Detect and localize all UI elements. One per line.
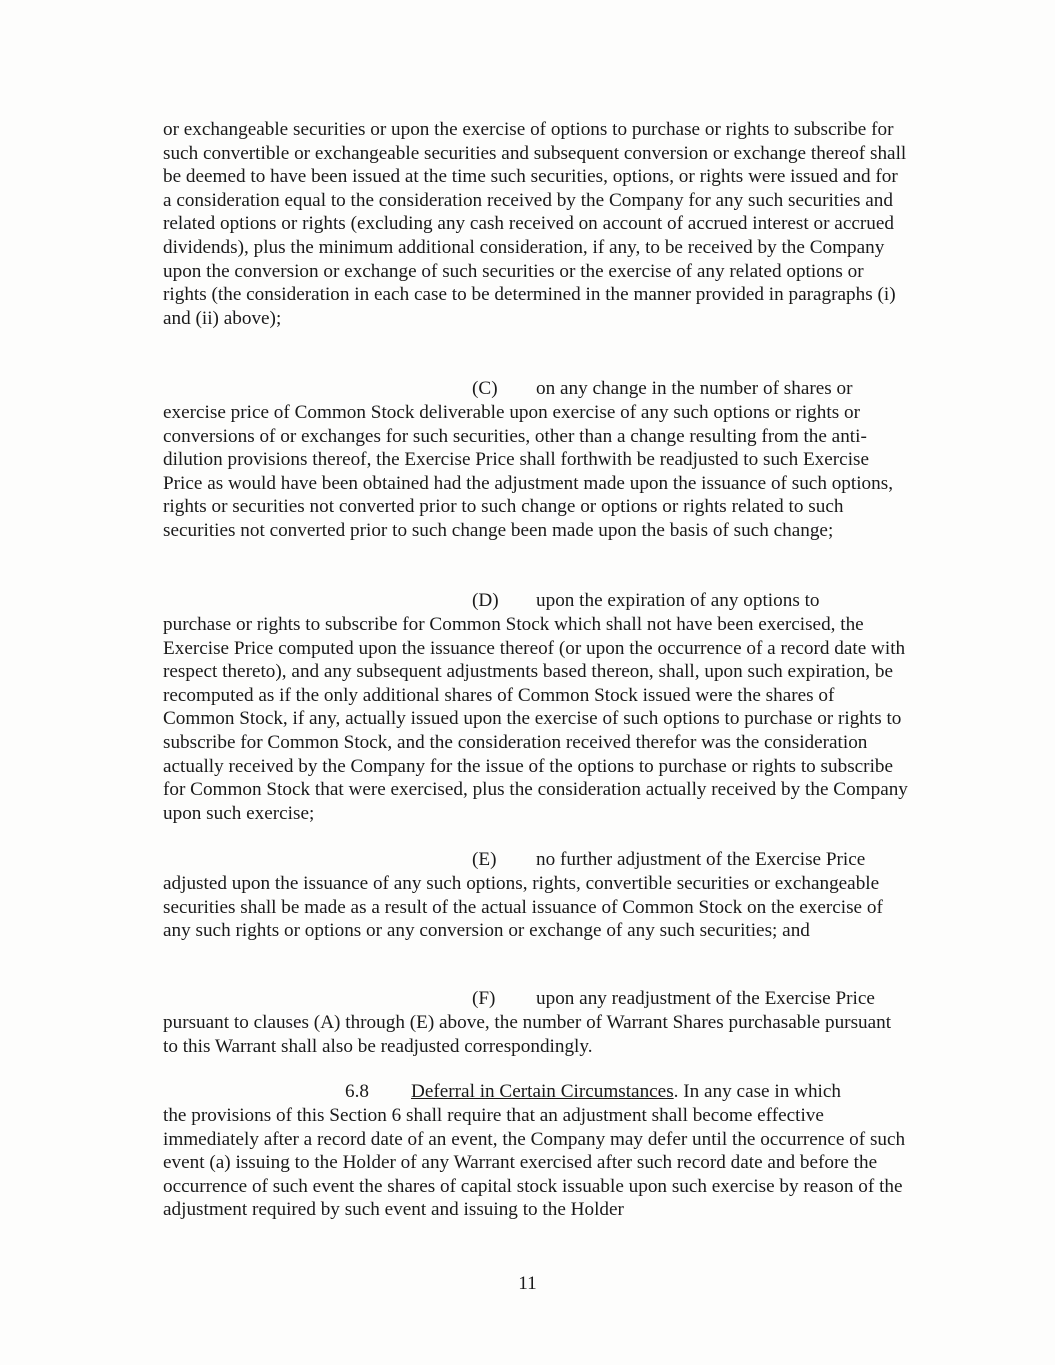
page-number: 11: [518, 1273, 537, 1294]
clause-c-body: exercise price of Common Stock deliverable upon exercise of any such options or rights or conversions of or exchanges for such securities, other than a change resulting from the anti-dilution provisions thereof, the Exercise Price shall forthwith be readjusted to such Exercise Price as would have been obtained had the adjustment made upon the issuance of such options, rights or securities not converted prior to such change or options or rights related to such securities not converted prior to such change been made upon the basis of such change;: [163, 402, 894, 541]
clause-d-lead: upon the expiration of any options to: [536, 590, 820, 611]
clause-c-heading: [472, 377, 853, 401]
clause-f-heading: [472, 987, 875, 1011]
clause-f-label: (F): [472, 988, 496, 1009]
clause-c-lead: on any change in the number of shares or: [536, 378, 853, 399]
clause-e-lead: no further adjustment of the Exercise Price: [536, 849, 866, 870]
clause-e-body: adjusted upon the issuance of any such options, rights, convertible securities or exchangeable securities shall be made as a result of the actual issuance of Common Stock on the exercise of any such rights or options or any conversion or exchange of any such securities; and: [163, 873, 883, 942]
section-lead: . In any case in which: [673, 1081, 841, 1102]
clause-c-label: (C): [472, 378, 498, 399]
clause-d-heading: [472, 589, 820, 613]
clause-d-body: purchase or rights to subscribe for Common Stock which shall not have been exercised, the Exercise Price computed upon the issuance thereof (or upon the occurrence of a record date with respect thereto), and any subsequent adjustments based thereon, shall, upon such expiration, be recomputed as if the only additional shares of Common Stock issued were the shares of Common Stock, if any, actually issued upon the exercise of such options to purchase or rights to subscribe for Common Stock, and the consideration received therefor was the consideration actually received by the Company for the issue of the options to purchase or rights to subscribe for Common Stock that were exercised, plus the consideration actually received by the Company upon such exercise;: [163, 614, 908, 824]
section-6-8-body: the provisions of this Section 6 shall require that an adjustment shall become effective immediately after a record date of an event, the Company may defer until the occurrence of such event (a) issuing to the Holder of any Warrant exercised after such record date and before the occurrence of such event the shares of capital stock issuable upon such exercise by reason of the adjustment required by such event and issuing to the Holder: [163, 1105, 906, 1221]
section-6-8-heading: [345, 1080, 841, 1104]
clause-f-lead: upon any readjustment of the Exercise Price: [536, 988, 875, 1009]
section-number: 6.8: [345, 1081, 369, 1102]
section-title: Deferral in Certain Circumstances: [411, 1081, 674, 1102]
continuation-paragraph: or exchangeable securities or upon the exercise of options to purchase or rights to subscribe for such convertible or exchangeable securities and subsequent conversion or exchange thereof shall be deemed to have been issued at the time such securities, options, or rights were issued and for a consideration equal to the consideration received by the Company for any such securities and related options or rights (excluding any cash received on account of accrued interest or accrued dividends), plus the minimum additional consideration, if any, to be received by the Company upon the conversion or exchange of such securities or the exercise of any related options or rights (the consideration in each case to be determined in the manner provided in paragraphs (i) and (ii) above);: [163, 119, 907, 329]
clause-d-label: (D): [472, 590, 499, 611]
clause-e-heading: [472, 848, 865, 872]
clause-f-body: pursuant to clauses (A) through (E) above, the number of Warrant Shares purchasable pursuant to this Warrant shall also be readjusted correspondingly.: [163, 1012, 892, 1057]
clause-e-label: (E): [472, 849, 497, 870]
